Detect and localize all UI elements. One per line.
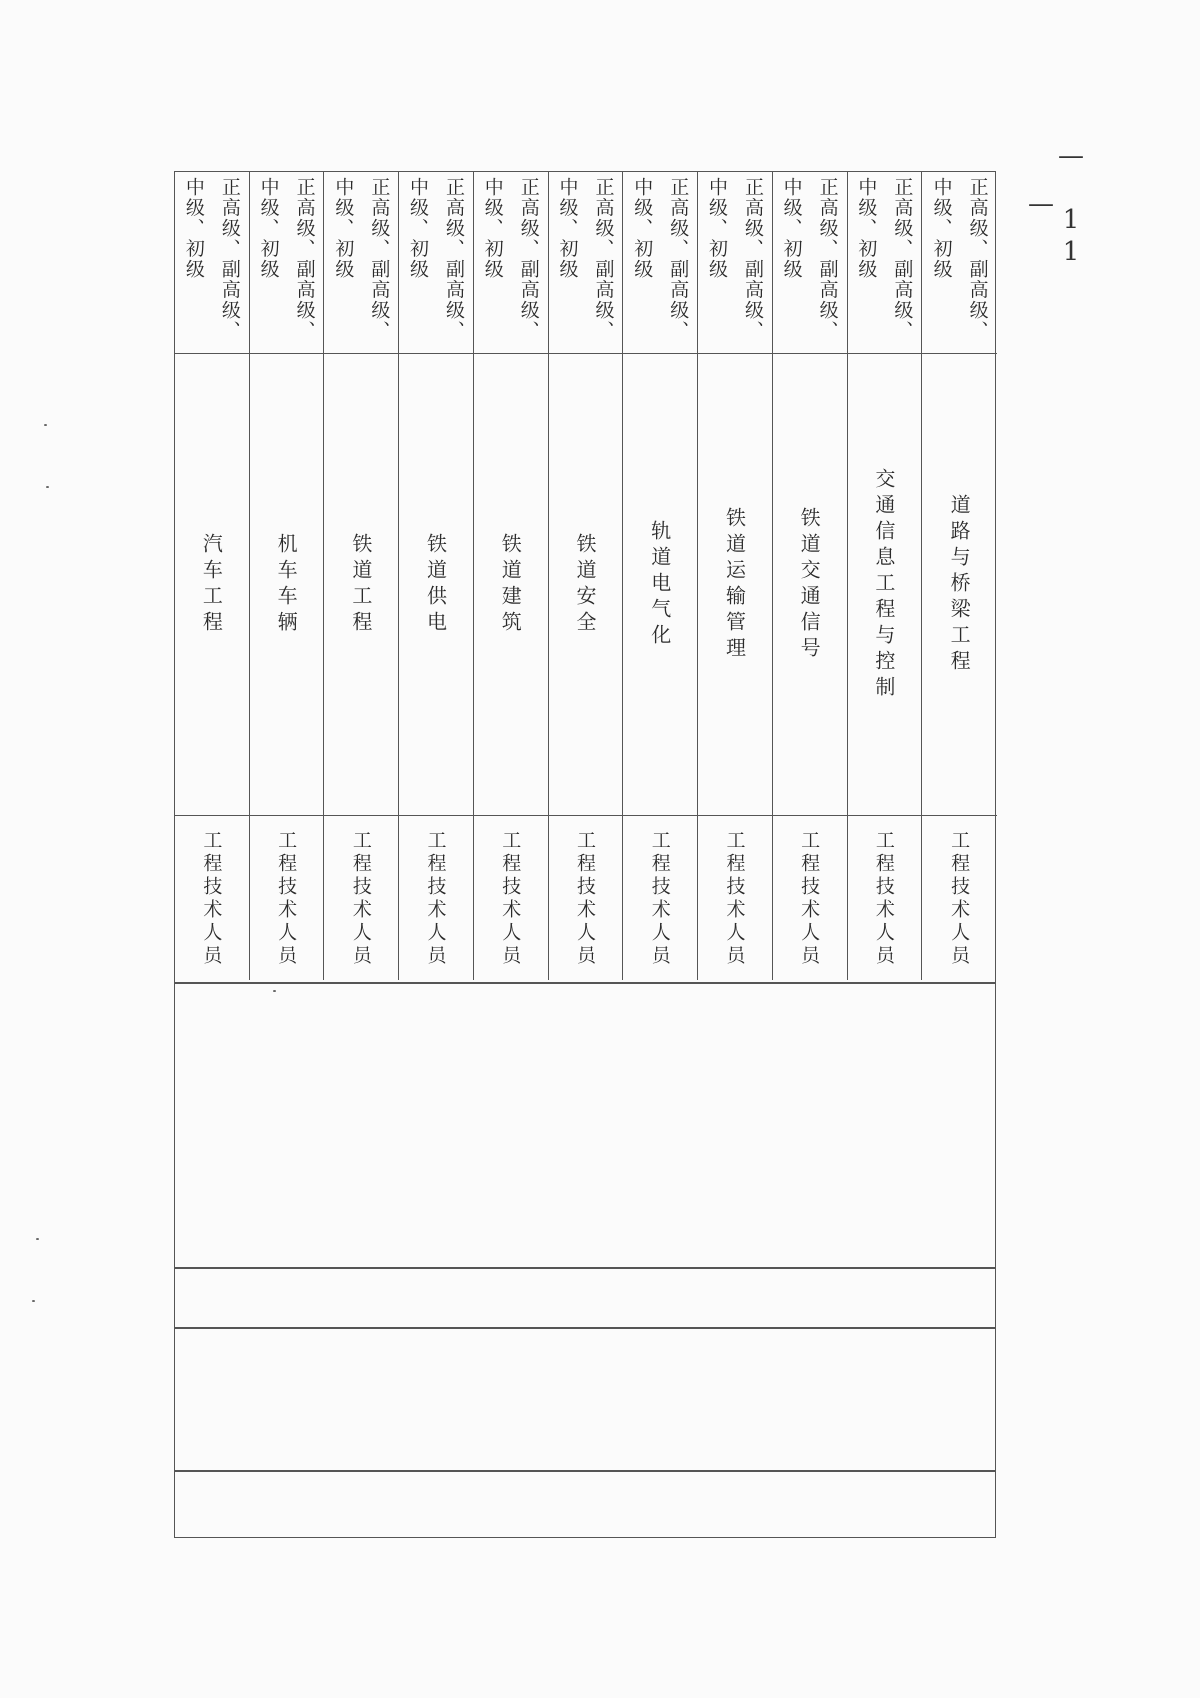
grade-text: 正高级、副高级、中级、初级 [705, 177, 764, 341]
table-row [250, 172, 325, 980]
role-cell [848, 816, 922, 982]
role-text: 工程技术人员 [275, 830, 298, 968]
major-text: 铁道运输管理 [722, 506, 747, 663]
major-text: 交通信息工程与控制 [871, 467, 896, 702]
grade-text: 正高级、副高级、中级、初级 [930, 177, 989, 341]
grade-cell [698, 172, 772, 354]
grade-cell [623, 172, 697, 354]
major-cell [324, 354, 398, 816]
major-text: 铁道交通信号 [797, 506, 822, 663]
table-divider [175, 1470, 995, 1472]
major-cell [175, 354, 249, 816]
major-cell [922, 354, 997, 816]
table-row [773, 172, 848, 980]
grade-text: 正高级、副高级、中级、初级 [556, 177, 615, 341]
role-cell [623, 816, 697, 982]
role-text: 工程技术人员 [200, 830, 223, 968]
major-cell [474, 354, 548, 816]
table-row [698, 172, 773, 980]
role-cell [175, 816, 249, 982]
role-text: 工程技术人员 [424, 830, 447, 968]
grade-text: 正高级、副高级、中级、初级 [332, 177, 391, 341]
major-text: 铁道工程 [348, 532, 373, 637]
major-text: 铁道建筑 [498, 532, 523, 637]
grade-cell [549, 172, 623, 354]
table-row [848, 172, 923, 980]
role-cell [324, 816, 398, 982]
major-text: 铁道供电 [423, 532, 448, 637]
role-text: 工程技术人员 [349, 830, 372, 968]
scan-speck [46, 486, 49, 488]
role-cell [698, 816, 772, 982]
table-divider [175, 1267, 995, 1269]
major-cell [773, 354, 847, 816]
role-text: 工程技术人员 [948, 830, 971, 968]
role-cell [549, 816, 623, 982]
role-cell [773, 816, 847, 982]
table-divider [175, 982, 995, 984]
grade-text: 正高级、副高级、中级、初级 [407, 177, 466, 341]
table-row [324, 172, 399, 980]
grade-text: 正高级、副高级、中级、初级 [481, 177, 540, 341]
major-cell [250, 354, 324, 816]
role-text: 工程技术人员 [872, 830, 895, 968]
role-text: 工程技术人员 [499, 830, 522, 968]
role-text: 工程技术人员 [573, 830, 596, 968]
role-text: 工程技术人员 [798, 830, 821, 968]
grade-cell [399, 172, 473, 354]
page-number: — 11 — [1026, 141, 1086, 269]
grade-text: 正高级、副高级、中级、初级 [855, 177, 914, 341]
major-text: 轨道电气化 [647, 519, 672, 650]
grade-cell [848, 172, 922, 354]
major-text: 铁道安全 [572, 532, 597, 637]
grade-cell [250, 172, 324, 354]
role-cell [399, 816, 473, 982]
grade-cell [474, 172, 548, 354]
scan-speck [32, 1300, 35, 1302]
role-text: 工程技术人员 [723, 830, 746, 968]
role-text: 工程技术人员 [648, 830, 671, 968]
table-row [399, 172, 474, 980]
grade-cell [324, 172, 398, 354]
grade-cell [175, 172, 249, 354]
scan-speck [36, 1238, 39, 1240]
table-row [474, 172, 549, 980]
grade-cell [773, 172, 847, 354]
table-row [175, 172, 250, 980]
major-cell [698, 354, 772, 816]
qualification-table [174, 171, 996, 1538]
major-cell [549, 354, 623, 816]
role-cell [250, 816, 324, 982]
table-row [549, 172, 624, 980]
major-cell [848, 354, 922, 816]
major-cell [399, 354, 473, 816]
scan-speck [44, 424, 47, 426]
scan-speck [273, 990, 276, 992]
major-text: 汽车工程 [199, 532, 224, 637]
grade-text: 正高级、副高级、中级、初级 [182, 177, 241, 341]
major-text: 机车车辆 [274, 532, 299, 637]
table-row [623, 172, 698, 980]
role-cell [922, 816, 997, 982]
grade-text: 正高级、副高级、中级、初级 [257, 177, 316, 341]
role-cell [474, 816, 548, 982]
grade-text: 正高级、副高级、中级、初级 [780, 177, 839, 341]
major-text: 道路与桥梁工程 [947, 493, 972, 676]
table-row [922, 172, 997, 980]
major-cell [623, 354, 697, 816]
grade-cell [922, 172, 997, 354]
grade-text: 正高级、副高级、中级、初级 [631, 177, 690, 341]
table-divider [175, 1327, 995, 1329]
